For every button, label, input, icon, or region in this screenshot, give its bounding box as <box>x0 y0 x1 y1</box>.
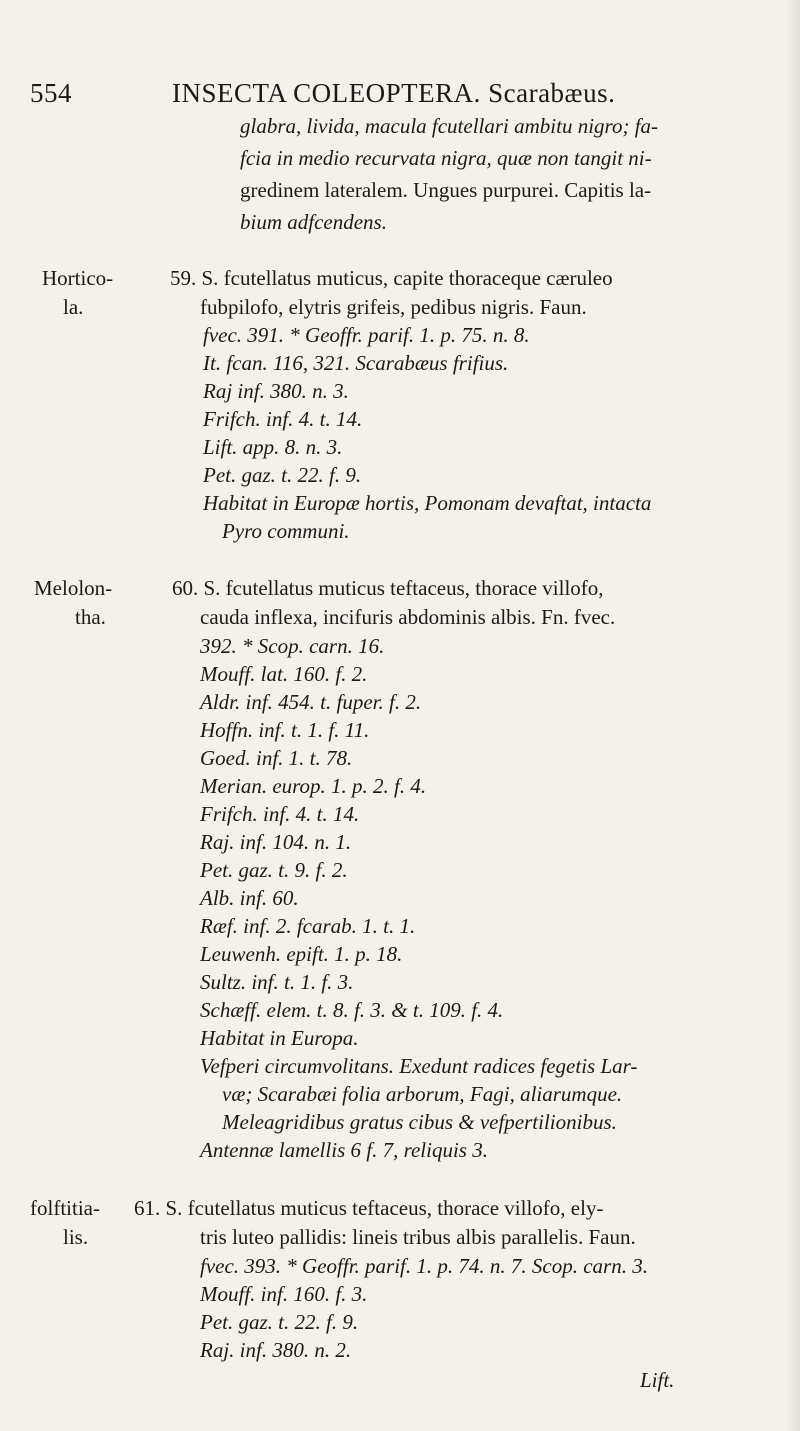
text-line: gredinem lateralem. Ungues purpurei. Capitis la- <box>240 178 652 202</box>
margin-name: la. <box>63 295 84 319</box>
text-line: cauda inflexa, incifuris abdominis albis. Fn. fvec. <box>200 605 616 629</box>
text-line: bium adfcendens. <box>240 210 387 234</box>
text-line: Pet. gaz. t. 9. f. 2. <box>200 858 348 882</box>
text-line: Mouff. inf. 160. f. 3. <box>200 1282 368 1306</box>
text-line: Vefperi circumvolitans. Exedunt radices fegetis Lar- <box>200 1054 638 1078</box>
text-line: 59. S. fcutellatus muticus, capite thoraceque cæruleo <box>170 266 613 290</box>
text-line: Lift. app. 8. n. 3. <box>203 435 343 459</box>
running-title: INSECTA COLEOPTERA. Scarabæus. <box>172 78 616 108</box>
text-line: Habitat in Europa. <box>200 1026 359 1050</box>
text-line: væ; Scarabæi folia arborum, Fagi, aliarumque. <box>222 1082 623 1106</box>
text-line: fvec. 391. * Geoffr. parif. 1. p. 75. n. 8. <box>203 323 530 347</box>
margin-name: Melolon- <box>34 576 113 600</box>
page-number: 554 <box>30 78 72 108</box>
text-line: Frifch. inf. 4. t. 14. <box>200 802 360 826</box>
text-line: Goed. inf. 1. t. 78. <box>200 746 353 770</box>
text-line: Alb. inf. 60. <box>200 886 299 910</box>
text-line: Aldr. inf. 454. t. fuper. f. 2. <box>200 690 422 714</box>
text-line: Pet. gaz. t. 22. f. 9. <box>200 1310 359 1334</box>
text-line: 392. * Scop. carn. 16. <box>200 634 385 658</box>
text-line: Ræf. inf. 2. fcarab. 1. t. 1. <box>200 914 416 938</box>
text-line: Pet. gaz. t. 22. f. 9. <box>203 463 362 487</box>
text-line: Mouff. lat. 160. f. 2. <box>200 662 368 686</box>
catchword: Lift. <box>640 1368 675 1392</box>
text-line: It. fcan. 116, 321. Scarabæus frifius. <box>203 351 509 375</box>
margin-name: lis. <box>63 1225 89 1249</box>
text-line: Raj inf. 380. n. 3. <box>203 379 349 403</box>
text-line: Antennæ lamellis 6 f. 7, reliquis 3. <box>200 1138 488 1162</box>
text-line: Raj. inf. 104. n. 1. <box>200 830 352 854</box>
text-line: tris luteo pallidis: lineis tribus albis parallelis. Faun. <box>200 1225 636 1249</box>
text-line: Pyro communi. <box>222 519 350 543</box>
text-line: Leuwenh. epift. 1. p. 18. <box>200 942 403 966</box>
text-line: fcia in medio recurvata nigra, quæ non tangit ni- <box>240 146 652 170</box>
text-line: Merian. europ. 1. p. 2. f. 4. <box>200 774 427 798</box>
text-line: Meleagridibus gratus cibus & vefpertilionibus. <box>222 1110 617 1134</box>
margin-name: tha. <box>75 605 106 629</box>
text-line: fvec. 393. * Geoffr. parif. 1. p. 74. n. 7. Scop. carn. 3. <box>200 1254 648 1278</box>
text-line: Sultz. inf. t. 1. f. 3. <box>200 970 354 994</box>
text-line: Frifch. inf. 4. t. 14. <box>203 407 363 431</box>
text-line: 61. S. fcutellatus muticus teftaceus, thorace villofo, ely- <box>134 1196 604 1220</box>
page-edge-shadow <box>786 0 800 1431</box>
margin-name: Hortico- <box>42 266 114 290</box>
text-line: Schæff. elem. t. 8. f. 3. & t. 109. f. 4. <box>200 998 504 1022</box>
text-line: Hoffn. inf. t. 1. f. 11. <box>200 718 370 742</box>
text-line: Habitat in Europæ hortis, Pomonam devaftat, intacta <box>203 491 652 515</box>
text-line: 60. S. fcutellatus muticus teftaceus, thorace villofo, <box>172 576 604 600</box>
text-line: glabra, livida, macula fcutellari ambitu nigro; fa- <box>240 114 659 138</box>
text-line: Raj. inf. 380. n. 2. <box>200 1338 352 1362</box>
text-line: fubpilofo, elytris grifeis, pedibus nigris. Faun. <box>200 295 587 319</box>
margin-name: folftitia- <box>30 1196 100 1220</box>
